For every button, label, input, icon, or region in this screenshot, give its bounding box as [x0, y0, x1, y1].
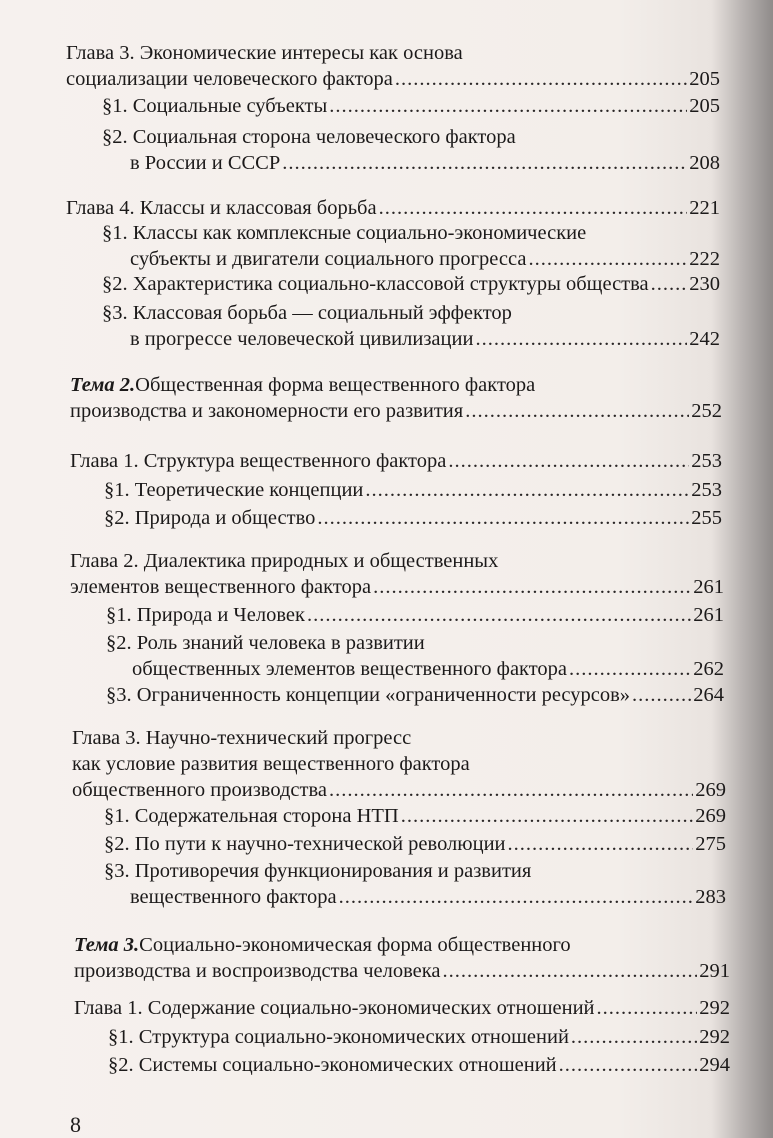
dot-leader	[571, 1024, 697, 1050]
toc-entry-title: в прогрессе человеческой цивилизации	[130, 328, 474, 350]
toc-entry-title: Глава 3. Научно-технический прогресс	[72, 727, 412, 749]
dot-leader	[448, 448, 689, 474]
page-number: 8	[70, 1112, 81, 1137]
toc-entry-line	[72, 751, 470, 777]
toc-entry-title: §3. Классовая борьба — социальный эффектор	[102, 302, 512, 324]
toc-entry-line-last	[130, 246, 720, 272]
toc-entry-title: Глава 1. Содержание социально-экономических отношений	[74, 997, 595, 1019]
toc-page-number: 222	[689, 248, 720, 270]
toc-page-number: 294	[699, 1054, 730, 1076]
toc-entry-line-last	[70, 398, 722, 424]
toc-entry-title: общественного производства	[72, 779, 327, 801]
toc-entry-title: §1. Структура социально-экономических отношений	[108, 1026, 569, 1048]
dot-leader	[365, 477, 689, 503]
toc-entry-line	[66, 40, 463, 66]
toc-entry-line	[102, 124, 516, 150]
dot-leader	[395, 66, 687, 92]
toc-entry-line-last	[104, 803, 726, 829]
toc-page-number: 291	[699, 960, 730, 982]
toc-entry-title: общественных элементов вещественного фактора	[132, 658, 568, 680]
toc-entry-line	[70, 548, 498, 574]
toc-entry-line-last	[66, 195, 720, 221]
toc-entry-title: производства и воспроизводства человека	[74, 960, 441, 982]
toc-page-number: 283	[695, 886, 726, 908]
toc-entry-line-last	[74, 995, 730, 1021]
toc-page-number: 242	[689, 328, 720, 350]
toc-entry-title: §2. Природа и общество	[104, 507, 316, 529]
dot-leader	[373, 574, 691, 600]
toc-entry-line-last	[106, 682, 724, 708]
dot-leader	[401, 803, 694, 829]
toc-page-number: 261	[693, 604, 724, 626]
toc-page-number: 292	[699, 1026, 730, 1048]
toc-page-number: 253	[691, 450, 722, 472]
toc-entry-line	[74, 932, 571, 958]
dot-leader	[559, 1052, 698, 1078]
toc-page-number: 253	[691, 479, 722, 501]
dot-leader	[651, 271, 688, 297]
toc-entry-title: §3. Ограниченность концепции «ограниченности ресурсов»	[106, 684, 631, 706]
toc-entry-title: §2. Системы социально-экономических отношений	[108, 1054, 557, 1076]
toc-entry-title: Социально-экономическая форма общественного	[139, 934, 571, 956]
toc-entry-title: §3. Противоречия функционирования и развития	[104, 860, 532, 882]
toc-entry-line-last	[106, 602, 724, 628]
toc-entry-line	[102, 220, 586, 246]
toc-entry-line	[72, 725, 411, 751]
toc-entry-line-last	[108, 1052, 730, 1078]
toc-entry-title: §2. По пути к научно-технической революции	[104, 833, 506, 855]
toc-entry-line-last	[104, 477, 722, 503]
toc-entry-title: §1. Классы как комплексные социально-экономические	[102, 222, 587, 244]
dot-leader	[339, 884, 694, 910]
toc-entry-line-last	[130, 884, 726, 910]
toc-page-number: 230	[689, 273, 720, 295]
toc-entry-line	[102, 300, 512, 326]
toc-entry-line-last	[104, 831, 726, 857]
dot-leader	[329, 93, 687, 119]
toc-entry-line-last	[102, 271, 720, 297]
toc-entry-title: субъекты и двигатели социального прогресса	[130, 248, 527, 270]
toc-entry-line-last	[72, 777, 726, 803]
dot-leader	[329, 777, 693, 803]
dot-leader	[282, 150, 687, 176]
toc-theme-label: Тема 2.	[70, 374, 136, 396]
toc-entry-title: Глава 2. Диалектика природных и общественных	[70, 550, 499, 572]
toc-page-number: 208	[689, 152, 720, 174]
toc-entry-title: §1. Теоретические концепции	[104, 479, 364, 501]
toc-page-number: 255	[691, 507, 722, 529]
toc-page-number: 269	[695, 779, 726, 801]
toc-page-number: 269	[695, 805, 726, 827]
toc-entry-title: §1. Содержательная сторона НТП	[104, 805, 399, 827]
toc-entry-line-last	[130, 326, 720, 352]
toc-entry-line-last	[70, 574, 724, 600]
toc-entry-line	[70, 372, 535, 398]
toc-entry-title: §2. Социальная сторона человеческого фактора	[102, 126, 516, 148]
toc-entry-line-last	[132, 656, 724, 682]
toc-entry-title: вещественного фактора	[130, 886, 337, 908]
toc-entry-line-last	[74, 958, 730, 984]
dot-leader	[528, 246, 687, 272]
toc-page-number: 252	[691, 400, 722, 422]
toc-entry-line	[106, 630, 425, 656]
toc-entry-title: Глава 3. Экономические интересы как основа	[66, 42, 463, 64]
toc-entry-line-last	[108, 1024, 730, 1050]
toc-page-number: 292	[699, 997, 730, 1019]
toc-entry-line	[104, 858, 531, 884]
toc-page-number: 205	[689, 95, 720, 117]
dot-leader	[508, 831, 694, 857]
toc-page-number: 275	[695, 833, 726, 855]
toc-entry-title: Глава 1. Структура вещественного фактора	[70, 450, 447, 472]
toc-entry-title: §1. Природа и Человек	[106, 604, 305, 626]
toc-entry-title: §2. Роль знаний человека в развитии	[106, 632, 425, 654]
dot-leader	[632, 682, 691, 708]
toc-entry-title: производства и закономерности его развития	[70, 400, 464, 422]
toc-entry-title: §1. Социальные субъекты	[102, 95, 328, 117]
toc-entry-line-last	[104, 505, 722, 531]
dot-leader	[475, 326, 687, 352]
toc-entry-title: Общественная форма вещественного фактора	[135, 374, 536, 396]
toc-entry-line-last	[66, 66, 720, 92]
dot-leader	[443, 958, 698, 984]
dot-leader	[597, 995, 698, 1021]
dot-leader	[569, 656, 691, 682]
toc-page-number: 262	[693, 658, 724, 680]
dot-leader	[317, 505, 689, 531]
toc-theme-label: Тема 3.	[74, 934, 140, 956]
toc-entry-line-last	[130, 150, 720, 176]
toc-entry-title: социализации человеческого фактора	[66, 68, 393, 90]
dot-leader	[307, 602, 691, 628]
toc-entry-line-last	[70, 448, 722, 474]
toc-entry-line-last	[102, 93, 720, 119]
toc-entry-title: §2. Характеристика социально-классовой структуры общества	[102, 273, 649, 295]
toc-page-number: 221	[689, 197, 720, 219]
toc-page-number: 205	[689, 68, 720, 90]
toc-entry-title: как условие развития вещественного фактора	[72, 753, 470, 775]
dot-leader	[465, 398, 689, 424]
toc-entry-title: элементов вещественного фактора	[70, 576, 372, 598]
toc-entry-title: в России и СССР	[130, 152, 281, 174]
toc-page-number: 264	[693, 684, 724, 706]
dot-leader	[379, 195, 688, 221]
toc-entry-title: Глава 4. Классы и классовая борьба	[66, 197, 377, 219]
toc-page-number: 261	[693, 576, 724, 598]
